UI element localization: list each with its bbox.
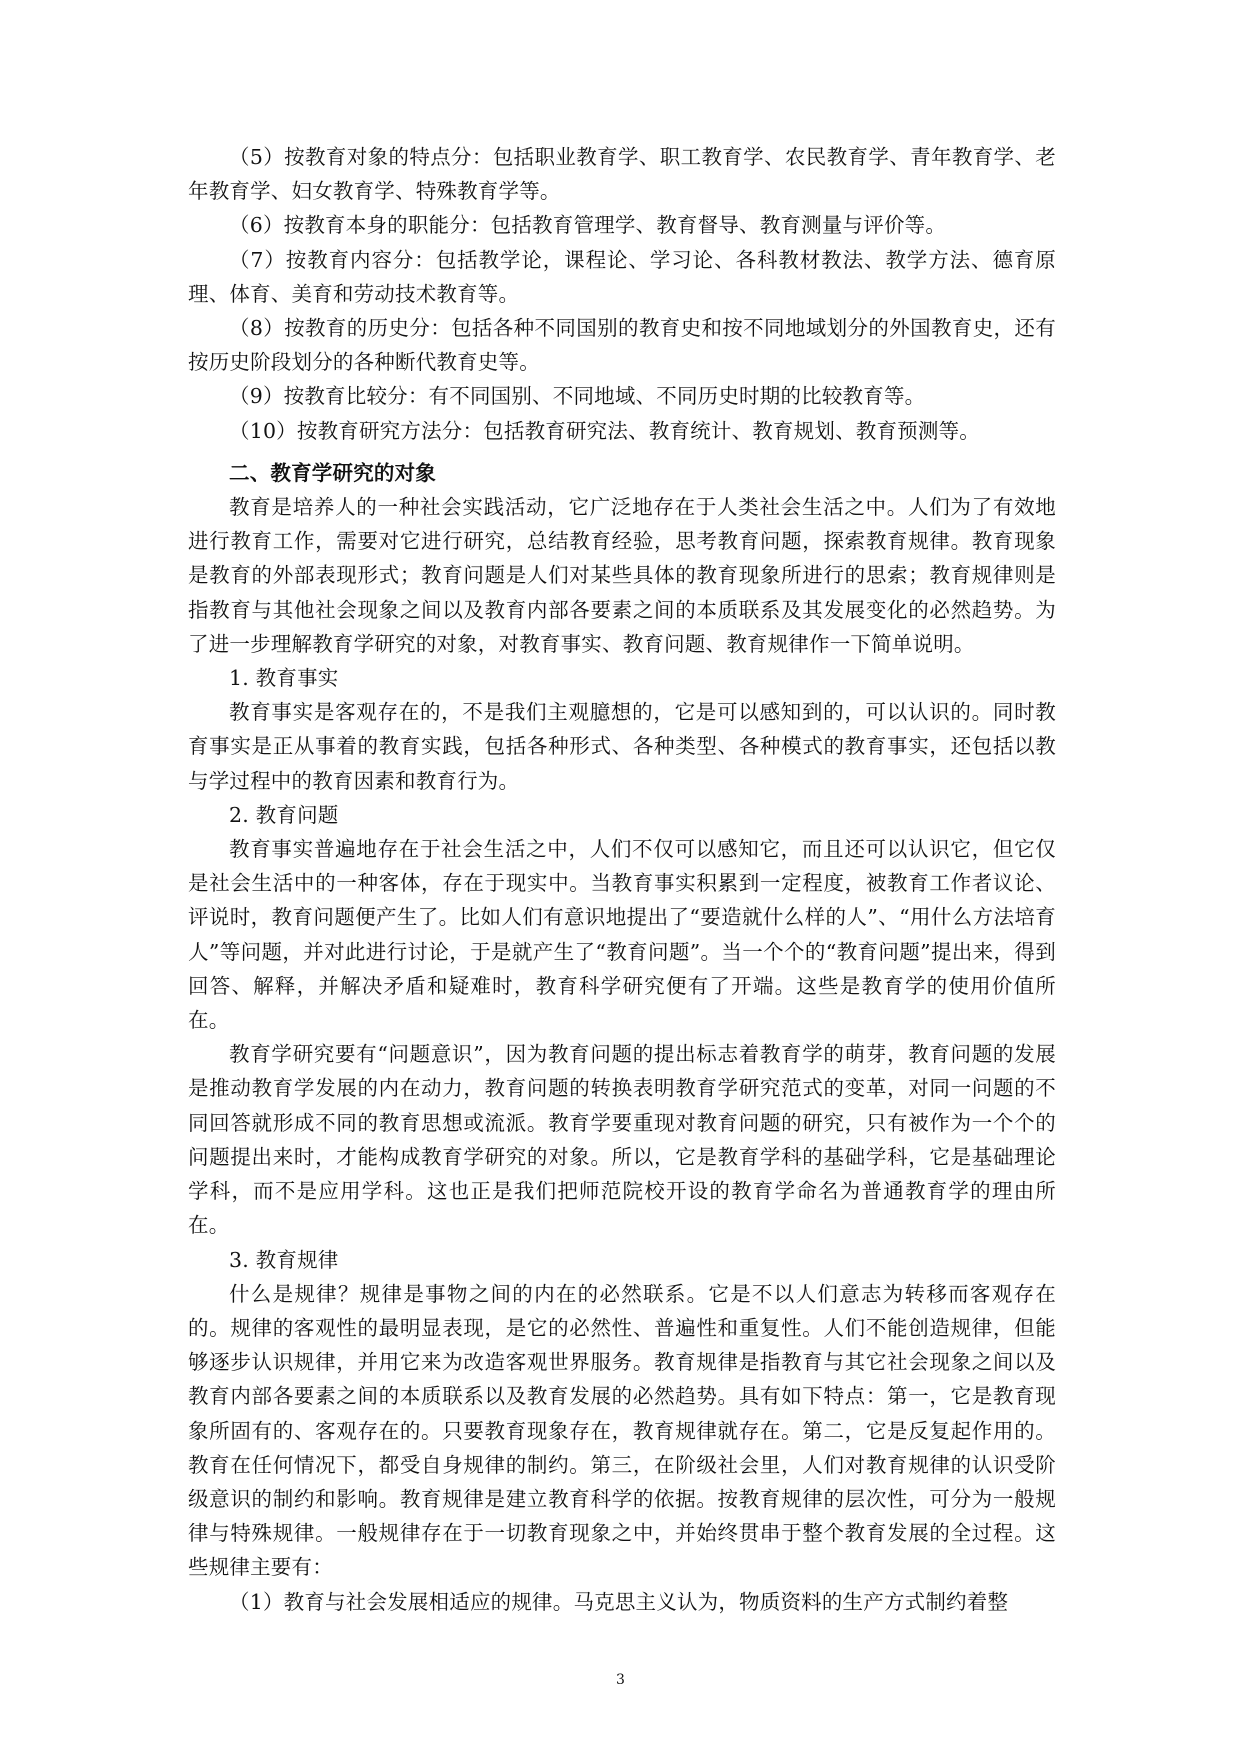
subheading-education-problems: 2. 教育问题 [229, 802, 339, 827]
paragraph-classification-10: （10）按教育研究方法分：包括教育研究法、教育统计、教育规划、教育预测等。 [229, 418, 980, 443]
paragraph-classification-8: （8）按教育的历史分：包括各种不同国别的教育史和按不同地域划分的外国教育史，还有按历史阶段划分的各种断代教育史等。 [188, 316, 1056, 375]
subheading-education-facts: 1. 教育事实 [229, 666, 339, 691]
body-text [188, 140, 1056, 1619]
paragraph-classification-7: （7）按教育内容分：包括教学论，课程论、学习论、各科教材教法、教学方法、德育原理、体育、美育和劳动技术教育等。 [188, 247, 1056, 306]
paragraph-law-1: （1）教育与社会发展相适应的规律。马克思主义认为，物质资料的生产方式制约着整 [229, 1589, 1009, 1614]
paragraph-education-problems: 教育事实普遍地存在于社会生活之中，人们不仅可以感知它，而且还可以认识它，但它仅是社会生活中的一种客体，存在于现实中。当教育事实积累到一定程度，被教育工作者议论、评说时，教育问题便产生了。比如人们有意识地提出了“要造就什么样的人”、“用什么方法培育人”等问题，并对此进行讨论，于是就产生了“教育问题”。当一个个的“教育问题”提出来，得到回答、解释，并解决矛盾和疑难时，教育科学研究便有了开端。这些是教育学的使用价值所在。 [188, 837, 1056, 1033]
paragraph-education-laws: 什么是规律？规律是事物之间的内在的必然联系。它是不以人们意志为转移而客观存在的。规律的客观性的最明显表现，是它的必然性、普遍性和重复性。人们不能创造规律，但能够逐步认识规律，并用它来为改造客观世界服务。教育规律是指教育与其它社会现象之间以及教育内部各要素之间的本质联系以及教育发展的必然趋势。具有如下特点：第一，它是教育现象所固有的、客观存在的。只要教育现象存在，教育规律就存在。第二，它是反复起作用的。教育在任何情况下，都受自身规律的制约。第三，在阶级社会里，人们对教育规律的认识受阶级意识的制约和影响。教育规律是建立教育科学的依据。按教育规律的层次性，可分为一般规律与特殊规律。一般规律存在于一切教育现象之中，并始终贯串于整个教育发展的全过程。这些规律主要有： [188, 1281, 1056, 1580]
section-heading: 二、教育学研究的对象 [229, 460, 436, 485]
paragraph-problem-awareness: 教育学研究要有“问题意识”，因为教育问题的提出标志着教育学的萌芽，教育问题的发展是推动教育学发展的内在动力，教育问题的转换表明教育学研究范式的变革，对同一问题的不同回答就形成不同的教育思想或流派。教育学要重现对教育问题的研究，只有被作为一个个的问题提出来时，才能构成教育学研究的对象。所以，它是教育学科的基础学科，它是基础理论学科，而不是应用学科。这也正是我们把师范院校开设的教育学命名为普通教育学的理由所在。 [188, 1042, 1056, 1238]
page-number: 3 [616, 1672, 625, 1688]
paragraph-intro: 教育是培养人的一种社会实践活动，它广泛地存在于人类社会生活之中。人们为了有效地进行教育工作，需要对它进行研究，总结教育经验，思考教育问题，探索教育规律。教育现象是教育的外部表现形式；教育问题是人们对某些具体的教育现象所进行的思索；教育规律则是指教育与其他社会现象之间以及教育内部各要素之间的本质联系及其发展变化的必然趋势。为了进一步理解教育学研究的对象，对教育事实、教育问题、教育规律作一下简单说明。 [188, 495, 1056, 656]
paragraph-classification-9: （9）按教育比较分：有不同国别、不同地域、不同历史时期的比较教育等。 [229, 384, 926, 409]
paragraph-education-facts: 教育事实是客观存在的，不是我们主观臆想的，它是可以感知到的，可以认识的。同时教育事实是正从事着的教育实践，包括各种形式、各种类型、各种模式的教育事实，还包括以教与学过程中的教育因素和教育行为。 [188, 700, 1056, 793]
paragraph-classification-5: （5）按教育对象的特点分：包括职业教育学、职工教育学、农民教育学、青年教育学、老年教育学、妇女教育学、特殊教育学等。 [188, 145, 1056, 204]
subheading-education-laws: 3. 教育规律 [229, 1247, 339, 1272]
paragraph-classification-6: （6）按教育本身的职能分：包括教育管理学、教育督导、教育测量与评价等。 [229, 213, 947, 238]
